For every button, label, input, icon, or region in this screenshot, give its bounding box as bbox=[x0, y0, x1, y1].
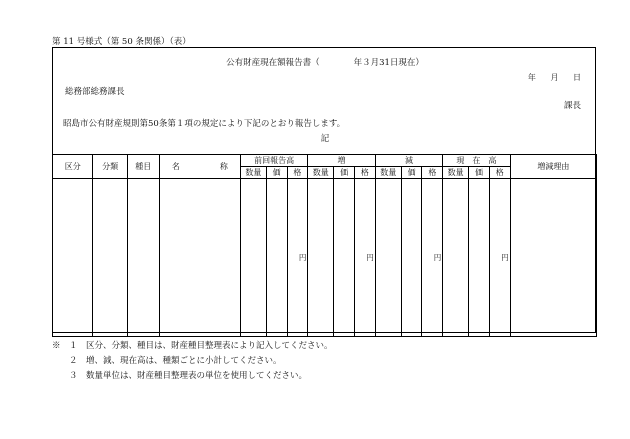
yen-unit: 円 bbox=[489, 179, 510, 337]
sub-price-kaku: 格 bbox=[287, 167, 308, 179]
report-statement: 昭島市公有財産規則第50条第１項の規定により下記のとおり報告します。 bbox=[63, 119, 346, 129]
recipient: 総務部総務課長 bbox=[65, 87, 125, 97]
cell-qty bbox=[375, 179, 401, 337]
sub-qty: 数量 bbox=[308, 167, 334, 179]
form-number: 第 11 号様式（第 50 条関係）（表） bbox=[52, 37, 191, 47]
sub-price-kaku: 格 bbox=[489, 167, 510, 179]
header-shumoku: 種目 bbox=[127, 155, 159, 179]
header-bunrui: 分類 bbox=[93, 155, 127, 179]
yen-unit: 円 bbox=[355, 179, 376, 337]
cell-qty bbox=[443, 179, 469, 337]
cell-bunrui bbox=[93, 179, 127, 337]
sub-price-kaku: 格 bbox=[422, 167, 443, 179]
cell-price-high bbox=[266, 179, 287, 337]
sub-qty: 数量 bbox=[375, 167, 401, 179]
cell-price-high bbox=[334, 179, 355, 337]
header-reason: 増減理由 bbox=[510, 155, 596, 179]
yen-unit: 円 bbox=[422, 179, 443, 337]
header-row bbox=[53, 155, 597, 167]
sub-price-ka: 価 bbox=[469, 167, 490, 179]
date-line: 年 月 日 bbox=[527, 73, 581, 82]
sub-price-ka: 価 bbox=[401, 167, 422, 179]
cell-kubun bbox=[53, 179, 93, 337]
header-kubun: 区分 bbox=[53, 155, 93, 179]
sub-qty: 数量 bbox=[443, 167, 469, 179]
cell-qty bbox=[308, 179, 334, 337]
cell-price-high bbox=[401, 179, 422, 337]
cell-name bbox=[159, 179, 240, 337]
header-decrease: 減 bbox=[375, 155, 442, 167]
header-current: 現 在 高 bbox=[443, 155, 510, 167]
table-row bbox=[53, 179, 597, 337]
header-increase: 増 bbox=[308, 155, 375, 167]
cell-qty bbox=[240, 179, 266, 337]
document-title: 公有財産現在額報告書（ 年３月31日現在） bbox=[226, 58, 424, 68]
ki-label: 記 bbox=[320, 134, 330, 144]
cell-reason bbox=[510, 179, 596, 337]
cell-shumoku bbox=[127, 179, 159, 337]
sub-qty: 数量 bbox=[240, 167, 266, 179]
sub-price-kaku: 格 bbox=[355, 167, 376, 179]
sub-price-ka: 価 bbox=[266, 167, 287, 179]
sub-price-ka: 価 bbox=[334, 167, 355, 179]
cell-price-high bbox=[469, 179, 490, 337]
header-name: 名 称 bbox=[159, 155, 240, 179]
note-1: ※ １ 区分、分類、種目は、財産種目整理表により記入してください。 bbox=[52, 341, 333, 351]
note-2: ２ 増、減、現在高は、種類ごとに小計してください。 bbox=[52, 356, 282, 366]
report-form bbox=[52, 47, 596, 333]
reporter-title: 課長 bbox=[563, 101, 581, 111]
asset-table bbox=[52, 154, 597, 337]
note-3: ３ 数量単位は、財産種目整理表の単位を使用してください。 bbox=[52, 371, 308, 381]
yen-unit: 円 bbox=[287, 179, 308, 337]
header-previous: 前回報告高 bbox=[240, 155, 307, 167]
